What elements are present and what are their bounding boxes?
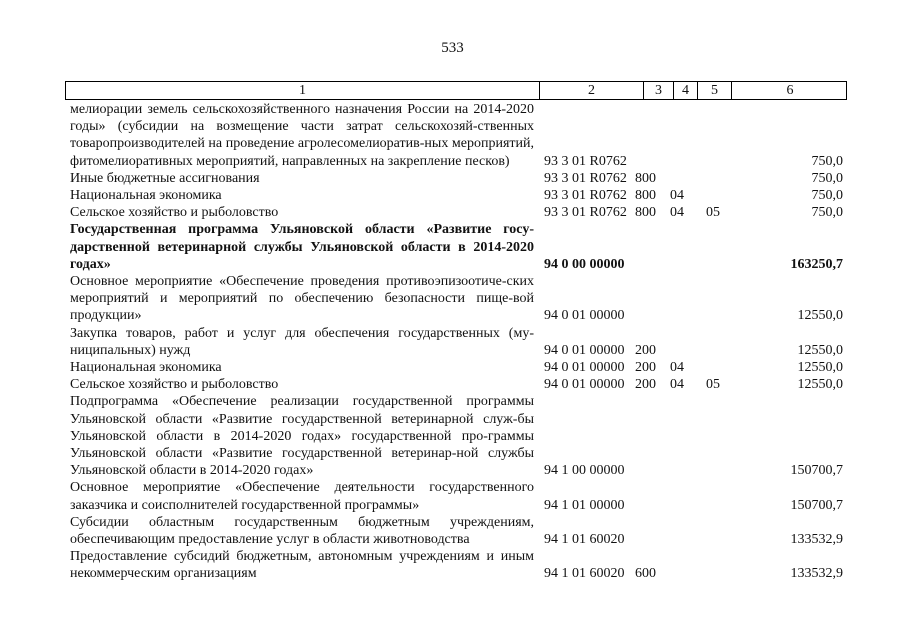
row-expense-type: 200 [635, 377, 656, 393]
table-header [65, 81, 847, 100]
row-amount: 163250,7 [790, 256, 843, 272]
row-description: Закупка товаров, работ и услуг для обеспечения государственных (му-ниципальных) нужд [70, 325, 534, 358]
row-amount: 12550,0 [797, 342, 843, 358]
table-row [70, 170, 845, 187]
row-description: Иные бюджетные ассигнования [70, 170, 260, 186]
row-code: 93 3 01 R0762 [544, 188, 627, 204]
row-expense-type: 800 [635, 170, 656, 186]
row-amount: 750,0 [811, 205, 843, 221]
row-description: Субсидии областным государственным бюджетным учреждениям, обеспечивающим предоставление услуг в области животноводства [70, 514, 534, 548]
row-amount: 12550,0 [797, 308, 843, 324]
table-row [70, 393, 845, 479]
row-description: Подпрограмма «Обеспечение реализации государственной программы Ульяновской области «Развитие государственной ветеринарной служ-бы Ульяновской области в 2014-2020 годах» государственной про-граммы Ульяновской области «Развитие государственной ветеринар-ной службы Ульяновской области в 2014-2020 годах» [70, 394, 534, 479]
table-row [70, 273, 845, 325]
table-row [70, 514, 845, 548]
row-amount: 133532,9 [790, 532, 843, 548]
row-description: Национальная экономика [70, 360, 222, 376]
row-code: 93 3 01 R0762 [544, 153, 627, 169]
row-description: Сельское хозяйство и рыболовство [70, 205, 279, 221]
row-code: 94 0 01 00000 [544, 342, 625, 358]
row-expense-type: 200 [635, 342, 656, 358]
row-description: Национальная экономика [70, 188, 222, 204]
row-code: 94 0 00 00000 [544, 256, 625, 272]
row-subsection: 05 [706, 377, 720, 393]
row-code: 94 0 01 00000 [544, 308, 625, 324]
table-row [70, 325, 845, 359]
header-col-5: 5 [698, 82, 732, 99]
row-description: Основное мероприятие «Обеспечение проведения противоэпизоотиче-ских мероприятий и мероприятий по обеспечению безопасности пище-вой продукции» [70, 274, 534, 324]
row-expense-type: 800 [635, 205, 656, 221]
header-col-2: 2 [540, 82, 644, 99]
budget-table-body [70, 101, 845, 583]
table-row [70, 479, 845, 513]
header-col-4: 4 [674, 82, 698, 99]
table-row [70, 204, 845, 221]
row-expense-type: 600 [635, 566, 656, 582]
page-number: 533 [441, 40, 464, 56]
row-section: 04 [670, 205, 684, 221]
row-description: Основное мероприятие «Обеспечение деятельности государственного заказчика и соисполнителей государственной программы» [70, 480, 534, 513]
row-expense-type: 200 [635, 360, 656, 376]
header-col-1: 1 [66, 82, 540, 99]
row-code: 94 1 00 00000 [544, 463, 625, 479]
row-subsection: 05 [706, 205, 720, 221]
table-row [70, 101, 845, 170]
table-row [70, 221, 845, 273]
table-row [70, 548, 845, 582]
row-description: Сельское хозяйство и рыболовство [70, 377, 279, 393]
table-row [70, 376, 845, 393]
row-amount: 12550,0 [797, 377, 843, 393]
table-row [70, 359, 845, 376]
row-amount: 750,0 [811, 188, 843, 204]
table-row [70, 187, 845, 204]
row-section: 04 [670, 188, 684, 204]
header-col-6: 6 [786, 83, 794, 98]
row-code: 93 3 01 R0762 [544, 205, 627, 221]
row-section: 04 [670, 377, 684, 393]
row-amount: 750,0 [811, 170, 843, 186]
row-amount: 12550,0 [797, 360, 843, 376]
row-description: Предоставление субсидий бюджетным, автономным учреждениям и иным некоммерческим организациям [70, 549, 534, 582]
row-code: 94 1 01 60020 [544, 566, 625, 582]
row-code: 94 1 01 00000 [544, 497, 625, 513]
row-code: 94 1 01 60020 [544, 532, 625, 548]
row-code: 94 0 01 00000 [544, 360, 625, 376]
row-amount: 150700,7 [790, 497, 843, 513]
row-expense-type: 800 [635, 188, 656, 204]
row-amount: 750,0 [811, 153, 843, 169]
row-code: 94 0 01 00000 [544, 377, 625, 393]
row-description: мелиорации земель сельскохозяйственного назначения России на 2014-2020 годы» (субсидии на возмещение части затрат сельскохозяй-ственных товаропроизводителей на проведение агролесомелиоратив-ных мероприятий, фитомелиоративных мероприятий, направленных на закрепление песков) [70, 102, 534, 169]
row-amount: 133532,9 [790, 566, 843, 582]
row-code: 93 3 01 R0762 [544, 170, 627, 186]
row-description: Государственная программа Ульяновской области «Развитие госу-дарственной ветеринарной службы Ульяновской области в 2014-2020 годах» [70, 222, 534, 272]
row-amount: 150700,7 [790, 463, 843, 479]
row-section: 04 [670, 360, 684, 376]
header-col-3: 3 [644, 82, 674, 99]
